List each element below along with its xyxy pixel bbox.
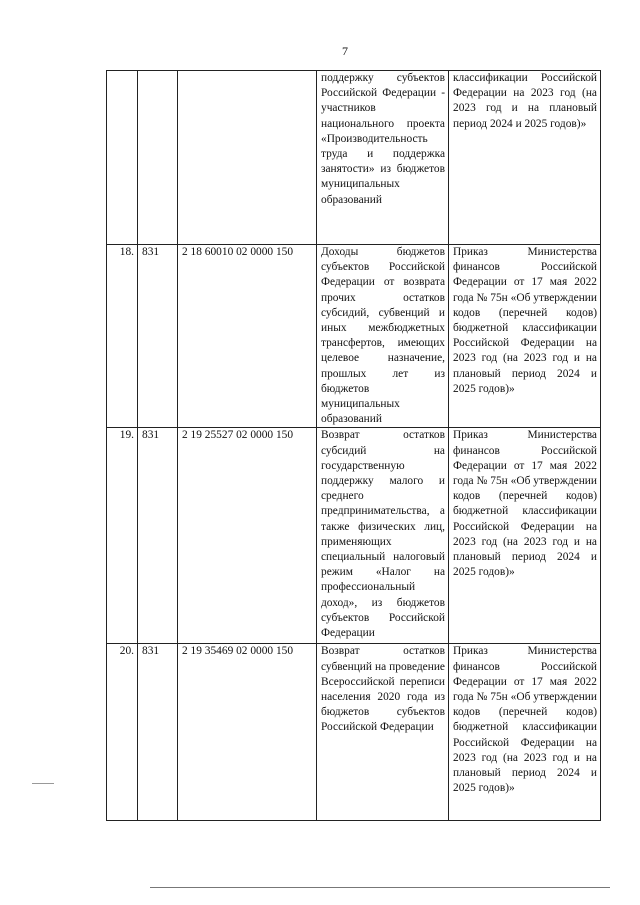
budget-classification-code	[178, 71, 317, 245]
legal-basis: Приказ Министерства финансов Российской Федерации от 17 мая 2022 года № 75н «Об утверждении кодов (перечней кодов) бюджетной классификации Российской Федерации на 2023 год (на 2023 год и на плановый период 2024 и 2025 годов)»	[449, 644, 601, 821]
revenue-name: Доходы бюджетов субъектов Российской Федерации от возврата прочих остатков субсидий, субвенций и иных межбюджетных трансфертов, имеющих целевое назначение, прошлых лет из бюджетов муниципальных образований	[317, 245, 449, 428]
budget-classification-code: 2 19 25527 02 0000 150	[178, 428, 317, 644]
table-row	[107, 644, 601, 821]
budget-classification-code: 2 19 35469 02 0000 150	[178, 644, 317, 821]
row-number: 18.	[107, 245, 138, 428]
legal-basis: Приказ Министерства финансов Российской Федерации от 17 мая 2022 года № 75н «Об утверждении кодов (перечней кодов) бюджетной классификации Российской Федерации на 2023 год (на 2023 год и на плановый период 2024 и 2025 годов)»	[449, 428, 601, 644]
legal-basis: классификации Российской Федерации на 2023 год (на 2023 год и на плановый период 2024 и 2025 годов)»	[449, 71, 601, 245]
row-number: 20.	[107, 644, 138, 821]
footer-divider	[150, 887, 610, 888]
row-number	[107, 71, 138, 245]
revenue-name: Возврат остатков субсидий на государственную поддержку малого и среднего предпринимательства, а также физических лиц, применяющих специальный налоговый режим «Налог на профессиональный доход», из бюджетов субъектов Российской Федерации	[317, 428, 449, 644]
admin-code: 831	[138, 644, 178, 821]
table-row	[107, 428, 601, 644]
page-number: 7	[342, 44, 348, 58]
table-row	[107, 71, 601, 245]
admin-code	[138, 71, 178, 245]
revenue-name: поддержку субъектов Российской Федерации - участников национального проекта «Производительность труда и поддержка занятости» из бюджетов муниципальных образований	[317, 71, 449, 245]
budget-classification-code: 2 18 60010 02 0000 150	[178, 245, 317, 428]
admin-code: 831	[138, 428, 178, 644]
revenue-codes-table	[106, 70, 601, 821]
row-number: 19.	[107, 428, 138, 644]
legal-basis: Приказ Министерства финансов Российской Федерации от 17 мая 2022 года № 75н «Об утверждении кодов (перечней кодов) бюджетной классификации Российской Федерации на 2023 год (на 2023 год и на плановый период 2024 и 2025 годов)»	[449, 245, 601, 428]
table-row	[107, 245, 601, 428]
admin-code: 831	[138, 245, 178, 428]
margin-mark	[32, 783, 54, 784]
revenue-name: Возврат остатков субвенций на проведение Всероссийской переписи населения 2020 года из бюджетов субъектов Российской Федерации	[317, 644, 449, 821]
